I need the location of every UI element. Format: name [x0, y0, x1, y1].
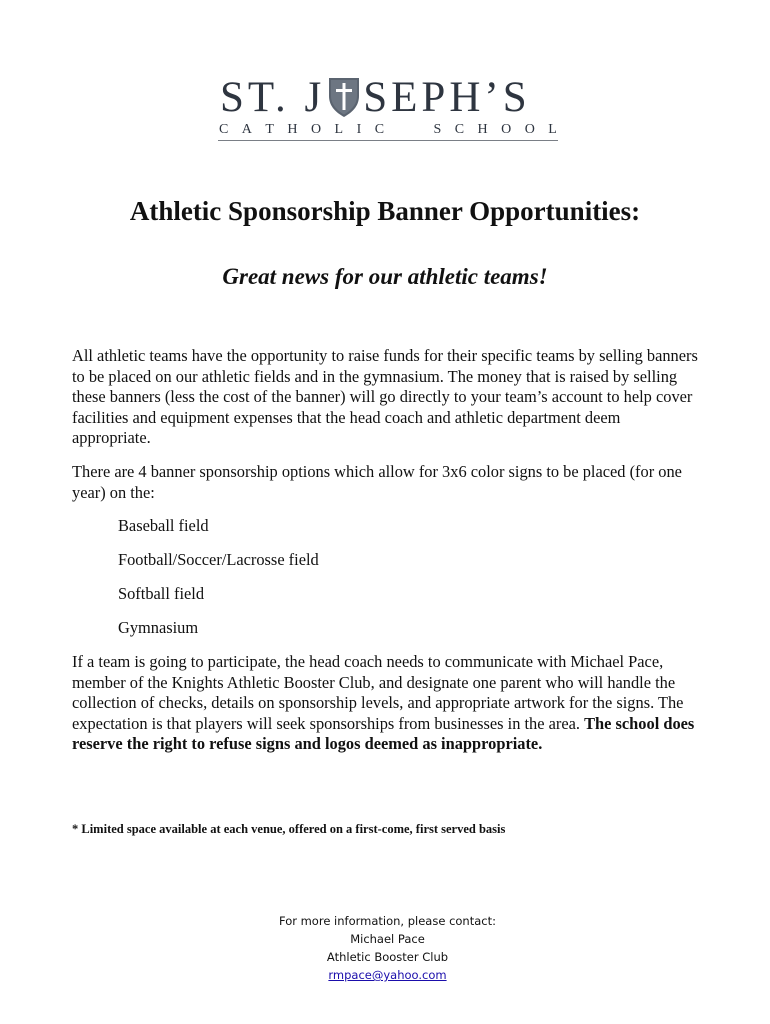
process-text: If a team is going to participate, the head coach needs to communicate with Michael Pace, member of the Knights Athletic Booster Club, and designate one parent who will handle the collection of checks, details on sponsorship levels, and appropriate artwork for the signs. The expectation is that players will seek sponsorships from businesses in the area. [72, 652, 684, 733]
logo-letter: O [501, 122, 512, 137]
logo-letter: L [548, 122, 557, 137]
refusal-statement: The school does reserve the right to refuse signs and logos deemed as inappropriate. [72, 713, 695, 753]
logo-letter: C [219, 122, 229, 137]
option-item-football: Football/Soccer/Lacrosse field [118, 550, 319, 569]
page-subtitle: Great news for our athletic teams! [222, 264, 548, 289]
logo-subtitle [218, 122, 558, 138]
logo-letter: O [310, 122, 322, 137]
logo-letter: C [374, 122, 385, 137]
logo-letter: I [356, 122, 362, 137]
logo-letter: A [241, 122, 252, 137]
page-title: Athletic Sponsorship Banner Opportunities: [129, 196, 641, 226]
contact-block [230, 912, 545, 984]
contact-intro: For more information, please contact: [278, 914, 496, 928]
logo-letter: C [454, 122, 465, 137]
logo-text-right: SEPH’S [363, 73, 531, 121]
limited-space-note: * Limited space available at each venue, offered on a first-come, first served basis [72, 822, 506, 836]
logo-wordmark [220, 74, 531, 120]
options-paragraph: There are 4 banner sponsorship options which allow for 3x6 color signs to be placed (for one year) on the: [72, 462, 682, 502]
option-item-softball: Softball field [118, 584, 205, 603]
logo-text-left: ST. J [220, 73, 326, 121]
logo-letter: H [287, 122, 298, 137]
contact-name: Michael Pace [350, 932, 425, 946]
contact-email-link[interactable]: rmpace@yahoo.com [328, 968, 447, 982]
intro-paragraph: All athletic teams have the opportunity to raise funds for their specific teams by selling banners to be placed on our athletic fields and in the gymnasium. The money that is raised by selling these banners (less the cost of the banner) will go directly to your team’s account to help cover facilities and equipment expenses that the head coach and athletic department deem appropriate. [72, 346, 698, 447]
logo-letter: L [334, 122, 344, 137]
logo-letter: O [524, 122, 535, 137]
logo-letter: S [433, 122, 442, 137]
process-paragraph [72, 652, 702, 755]
shield-cross-icon [327, 76, 361, 118]
school-logo [200, 66, 570, 150]
option-item-baseball: Baseball field [118, 516, 209, 535]
option-item-gymnasium: Gymnasium [118, 618, 199, 637]
logo-letter: H [477, 122, 488, 137]
logo-letter: T [265, 122, 274, 137]
logo-rule-bottom [218, 140, 558, 141]
contact-org: Athletic Booster Club [326, 950, 449, 964]
